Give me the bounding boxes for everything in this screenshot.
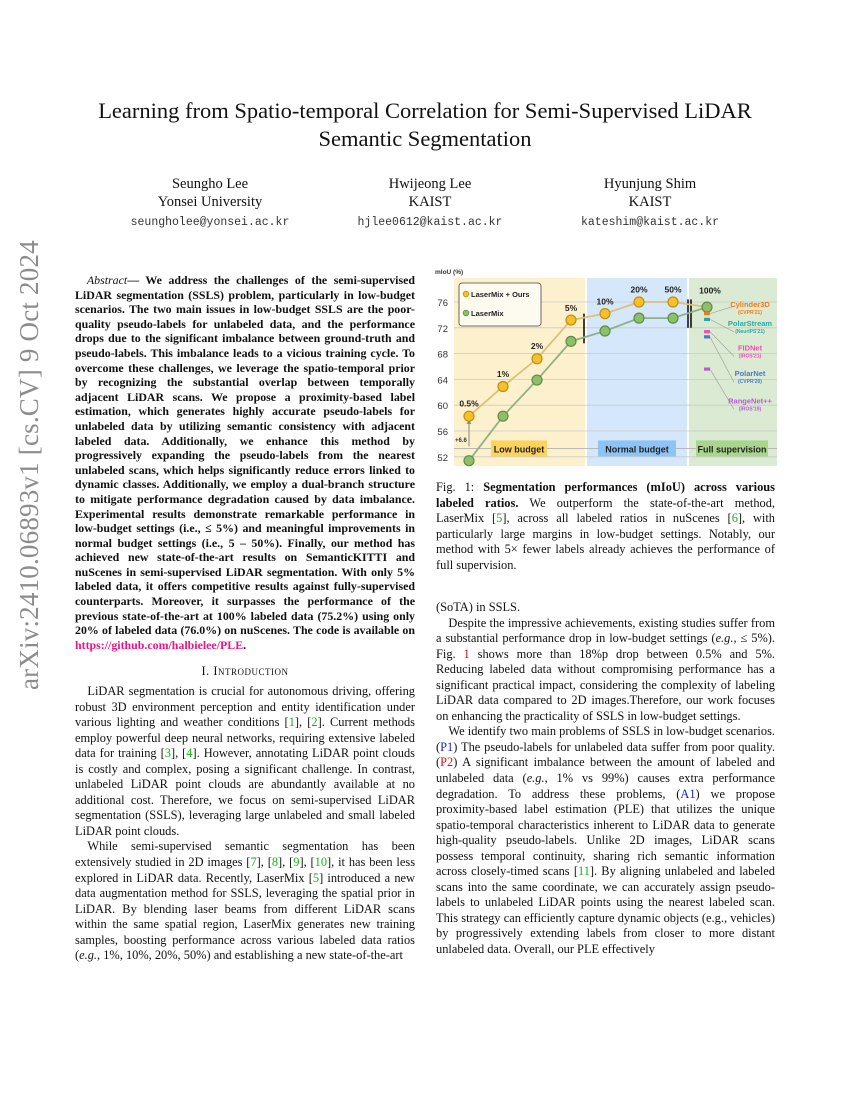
text-italic: e.g. [715,631,734,646]
region-label: Full supervision [697,444,767,455]
text: We identify two main problems of SSLS in low-budget scenarios. ( [436,724,775,754]
arxiv-identifier-stamp: arXiv:2410.06893v1 [cs.CV] 9 Oct 2024 [14,240,44,690]
ratio-label: 2% [530,341,544,352]
citation-link[interactable]: 3 [164,746,171,761]
author-affiliation: KAIST [408,194,452,210]
text: ) The pseudo-labels for unlabeled data suffer from poor quality. ( [436,739,775,770]
y-tick-label: 68 [437,349,448,361]
text: ], [ [299,855,315,869]
approach-ref-link[interactable]: A1 [680,786,696,801]
y-tick-label: 64 [437,375,448,387]
figure-1-chart [432,268,780,468]
data-point [532,375,542,385]
y-tick-label: 60 [437,401,448,413]
left-column [75,273,415,964]
text: ], it has been less explored in LiDAR data. Recently, LaserMix [ [75,855,416,885]
text: While semi-supervised semantic segmentation has been extensively studied in 2D images [ [75,839,415,869]
ratio-label: 0.5% [459,398,479,409]
section-heading-introduction: I. Introduction [201,664,289,679]
ratio-label: 5% [564,303,578,314]
text: ], across all labeled ratios in nuScenes [ [502,511,732,526]
y-axis-label: mIoU (%) [435,269,464,276]
legend-label: LaserMix [471,309,504,318]
author-affiliation: Yonsei University [157,194,263,210]
text: ]. Current methods employ powerful deep neural networks, requiring extensive labeled data for training [ [75,715,415,761]
caption-text [436,480,775,573]
method-venue: (IROS'19) [738,406,762,413]
text: Despite the impressive achievements, existing studies suffer from a substantial performance drop in low-budget settings ( [436,615,775,646]
abstract [75,273,415,652]
region-label: Normal budget [605,444,669,455]
method-name: RangeNet++ [728,396,772,406]
data-point [498,411,508,421]
ratio-label: 50% [664,284,682,295]
data-point [600,309,610,319]
abstract-end: . [243,637,247,652]
method-marker [704,312,710,315]
data-point [668,297,678,307]
continuation-text: (SoTA) in SSLS. [436,600,521,614]
method-marker [704,335,710,338]
method-venue: (NeurIPS'21) [735,328,765,335]
text: ], with particularly large margins in low-budget settings. Notably, our method with 5× fewer labels already achieves the performance of full supervision. [436,511,775,572]
text: LiDAR segmentation is crucial for autonomous driving, offering robust 3D environment perception and entity identification under various lighting and weather conditions [ [75,683,415,730]
author-affiliation: KAIST [628,194,672,210]
text-italic: e.g. [526,771,545,786]
text: ) we propose proximity-based label estimation (PLE) that utilizes the unique spatio-temporal characteristics inherent to LiDAR data to generate high-quality pseudo-labels. Unlike 2D images, LiDAR scans possess temporal continuity, sharing rich semantic information across closely-timed scans [ [436,786,775,879]
citation-link[interactable]: 5 [312,870,320,885]
author-email[interactable]: seungholee@yonsei.ac.kr [130,216,290,229]
y-tick-label: 72 [437,323,448,335]
data-point [464,411,474,421]
text: shows more than 18%p drop between 0.5% and 5%. Reducing labeled data without compromising performance has a significant practical impact, considering the complexity of labeling LiDAR data compared to 2D images.Therefore, our work focuses on enhancing the practicality of SSLS in low-budget settings. [436,646,775,723]
author-name: Hyunjung Shim [603,176,697,192]
code-link[interactable]: https://github.com/halbielee/PLE [75,637,244,652]
citation-link[interactable]: 5 [496,511,503,526]
data-point [668,313,678,323]
text: ], [ [256,855,272,869]
right-column-body [436,600,775,958]
region-label: Low budget [493,444,545,455]
body-paragraph-1 [436,616,775,725]
ratio-label: 10% [596,296,614,307]
region-divider [585,278,587,466]
text: ], [ [294,715,312,730]
citation-link[interactable]: 8 [271,855,279,869]
problem-ref-link[interactable]: P2 [440,755,454,770]
text: ], [ [170,746,187,761]
citation-link[interactable]: 10 [314,855,328,869]
gain-annotation: +6.6 [455,437,467,444]
method-marker [704,330,710,333]
text: , ≤ 5%). Fig. [436,631,775,661]
abstract-text: We address the challenges of the semi-supervised LiDAR segmentation (SSLS) problem, particularly in low-budget scenarios. The two main issues in low-budget SSLS are the poor-quality pseudo-labels for unlabeled data, and the performance drops due to the significant imbalance between ground-truth and pseudo-labels. This imbalance leads to a vicious training cycle. To overcome these challenges, we leverage the spatio-temporal prior by recognizing the substantial overlap between temporally adjacent LiDAR scans. We propose a proximity-based label estimation, which generates highly accurate pseudo-labels for unlabeled data by utilizing semantic consistency with adjacent labeled data. Additionally, we enhance this method by progressively expanding the pseudo-labels from the nearest unlabeled scans, which helps significantly reduce errors linked to dynamic classes. Additionally, we employ a dual-branch structure to mitigate performance degradation caused by data imbalance. Experimental results demonstrate remarkable performance in low-budget settings (i.e., ≤ 5%) and meaningful improvements in normal budget settings (i.e., 5 – 50%). Finally, our method has achieved new state-of-the-art results on SemanticKITTI and nuScenes in semi-supervised LiDAR segmentation. With only 5% labeled data, it offers competitive results against fully-supervised counterparts. Moreover, it surpasses the performance of the previous state-of-the-art at 100% labeled data (75.2%) using only 20% of labeled data (76.0%) on nuScenes. The code is available on [75,273,416,638]
method-name: PolarStream [727,318,773,328]
method-venue: (IROS'21) [738,353,762,360]
method-marker [704,318,710,321]
text: We outperform the state-of-the-art method, LaserMix [ [436,495,776,526]
y-tick-label: 52 [437,452,448,464]
author-1 [100,175,320,232]
caption-label: Fig. 1: [436,480,484,494]
author-3 [540,175,760,232]
author-2 [320,175,540,232]
text: , 1%, 10%, 20%, 50%) and establishing a new state-of-the-art [97,948,403,963]
data-point [634,297,644,307]
legend-marker [463,310,469,316]
abstract-dash: — [127,273,146,287]
text: ]. By aligning unlabeled and labeled scans into the same coordinate, we can accurately assign pseudo-labels to unlabeled LiDAR points using the nearest labeled scan. This strategy can efficiently capture dynamic objects (e.g., vehicles) by progressively extending labels from closer to more distant unlabeled data. Overall, our PLE effectively [436,864,775,957]
author-email[interactable]: hjlee0612@kaist.ac.kr [357,216,503,229]
citation-link[interactable]: 11 [577,864,590,879]
figure-caption [436,480,775,573]
ratio-label: 100% [699,285,721,296]
text-italic: e.g. [79,948,98,963]
data-point [464,456,474,466]
author-name: Seungho Lee [171,176,249,192]
author-email[interactable]: kateshim@kaist.ac.kr [580,216,720,229]
y-tick-label: 76 [437,298,448,309]
method-venue: (CVPR'21) [738,310,762,317]
data-point [498,381,508,391]
ratio-label: 1% [496,368,510,379]
legend-marker [463,291,469,297]
citation-link[interactable]: 4 [186,746,193,761]
method-name: Cylinder3D [730,300,770,310]
data-point [600,326,610,336]
method-marker [704,367,710,370]
citation-link[interactable]: 6 [731,511,738,526]
paper-title: Learning from Spatio-temporal Correlation for Semi-Supervised LiDAR Semantic Segmentation [98,98,752,151]
body-paragraph-2 [436,724,775,957]
text: ]. However, annotating LiDAR point clouds is costly and complex, posing a significant challenge. In contrast, unlabeled LiDAR point clouds are abundantly available at no additional cost. Therefore, we focus on semi-supervised LiDAR segmentation (SSLS), leveraging large unlabeled and small labeled LiDAR point clouds. [75,746,415,838]
text: , 1% vs 99%) causes extra performance degradation. To address these problems, ( [436,771,775,801]
legend-label: LaserMix + Ours [471,290,530,299]
author-block [100,175,760,232]
method-name: FIDNet [737,343,763,353]
text: ], [ [278,855,294,869]
data-point [566,336,576,346]
line-chart [432,268,780,468]
citation-link[interactable]: 2 [311,715,318,730]
abstract-label: Abstract [86,273,128,287]
method-venue: (CVPR'20) [738,379,762,386]
data-point [702,302,712,312]
y-tick-label: 56 [437,427,448,438]
data-point [532,354,542,364]
citation-link[interactable]: 7 [250,855,257,869]
intro-paragraph-2 [75,839,415,963]
method-name: PolarNet [734,369,766,379]
intro-paragraph-1 [75,684,415,839]
text: ] introduced a new data augmentation method for SSLS, leveraging the spatial prior in LiDAR. By blending laser beams from different LiDAR scans within the same spatial region, LaserMix generates new training samples, boosting performance across various labeled data ratios ( [75,870,415,963]
data-point [566,315,576,325]
caption-bold: Segmentation performances (mIoU) across various labeled ratios. [436,480,775,510]
figure-ref-link[interactable]: 1 [463,646,470,661]
data-point [634,313,644,323]
citation-link[interactable]: 9 [293,855,300,869]
author-name: Hwijeong Lee [388,176,472,192]
ratio-label: 20% [630,284,648,295]
problem-ref-link[interactable]: P1 [440,739,454,754]
citation-link[interactable]: 1 [288,715,295,730]
text: ) A significant imbalance between the amount of labeled and unlabeled data ( [436,755,775,786]
